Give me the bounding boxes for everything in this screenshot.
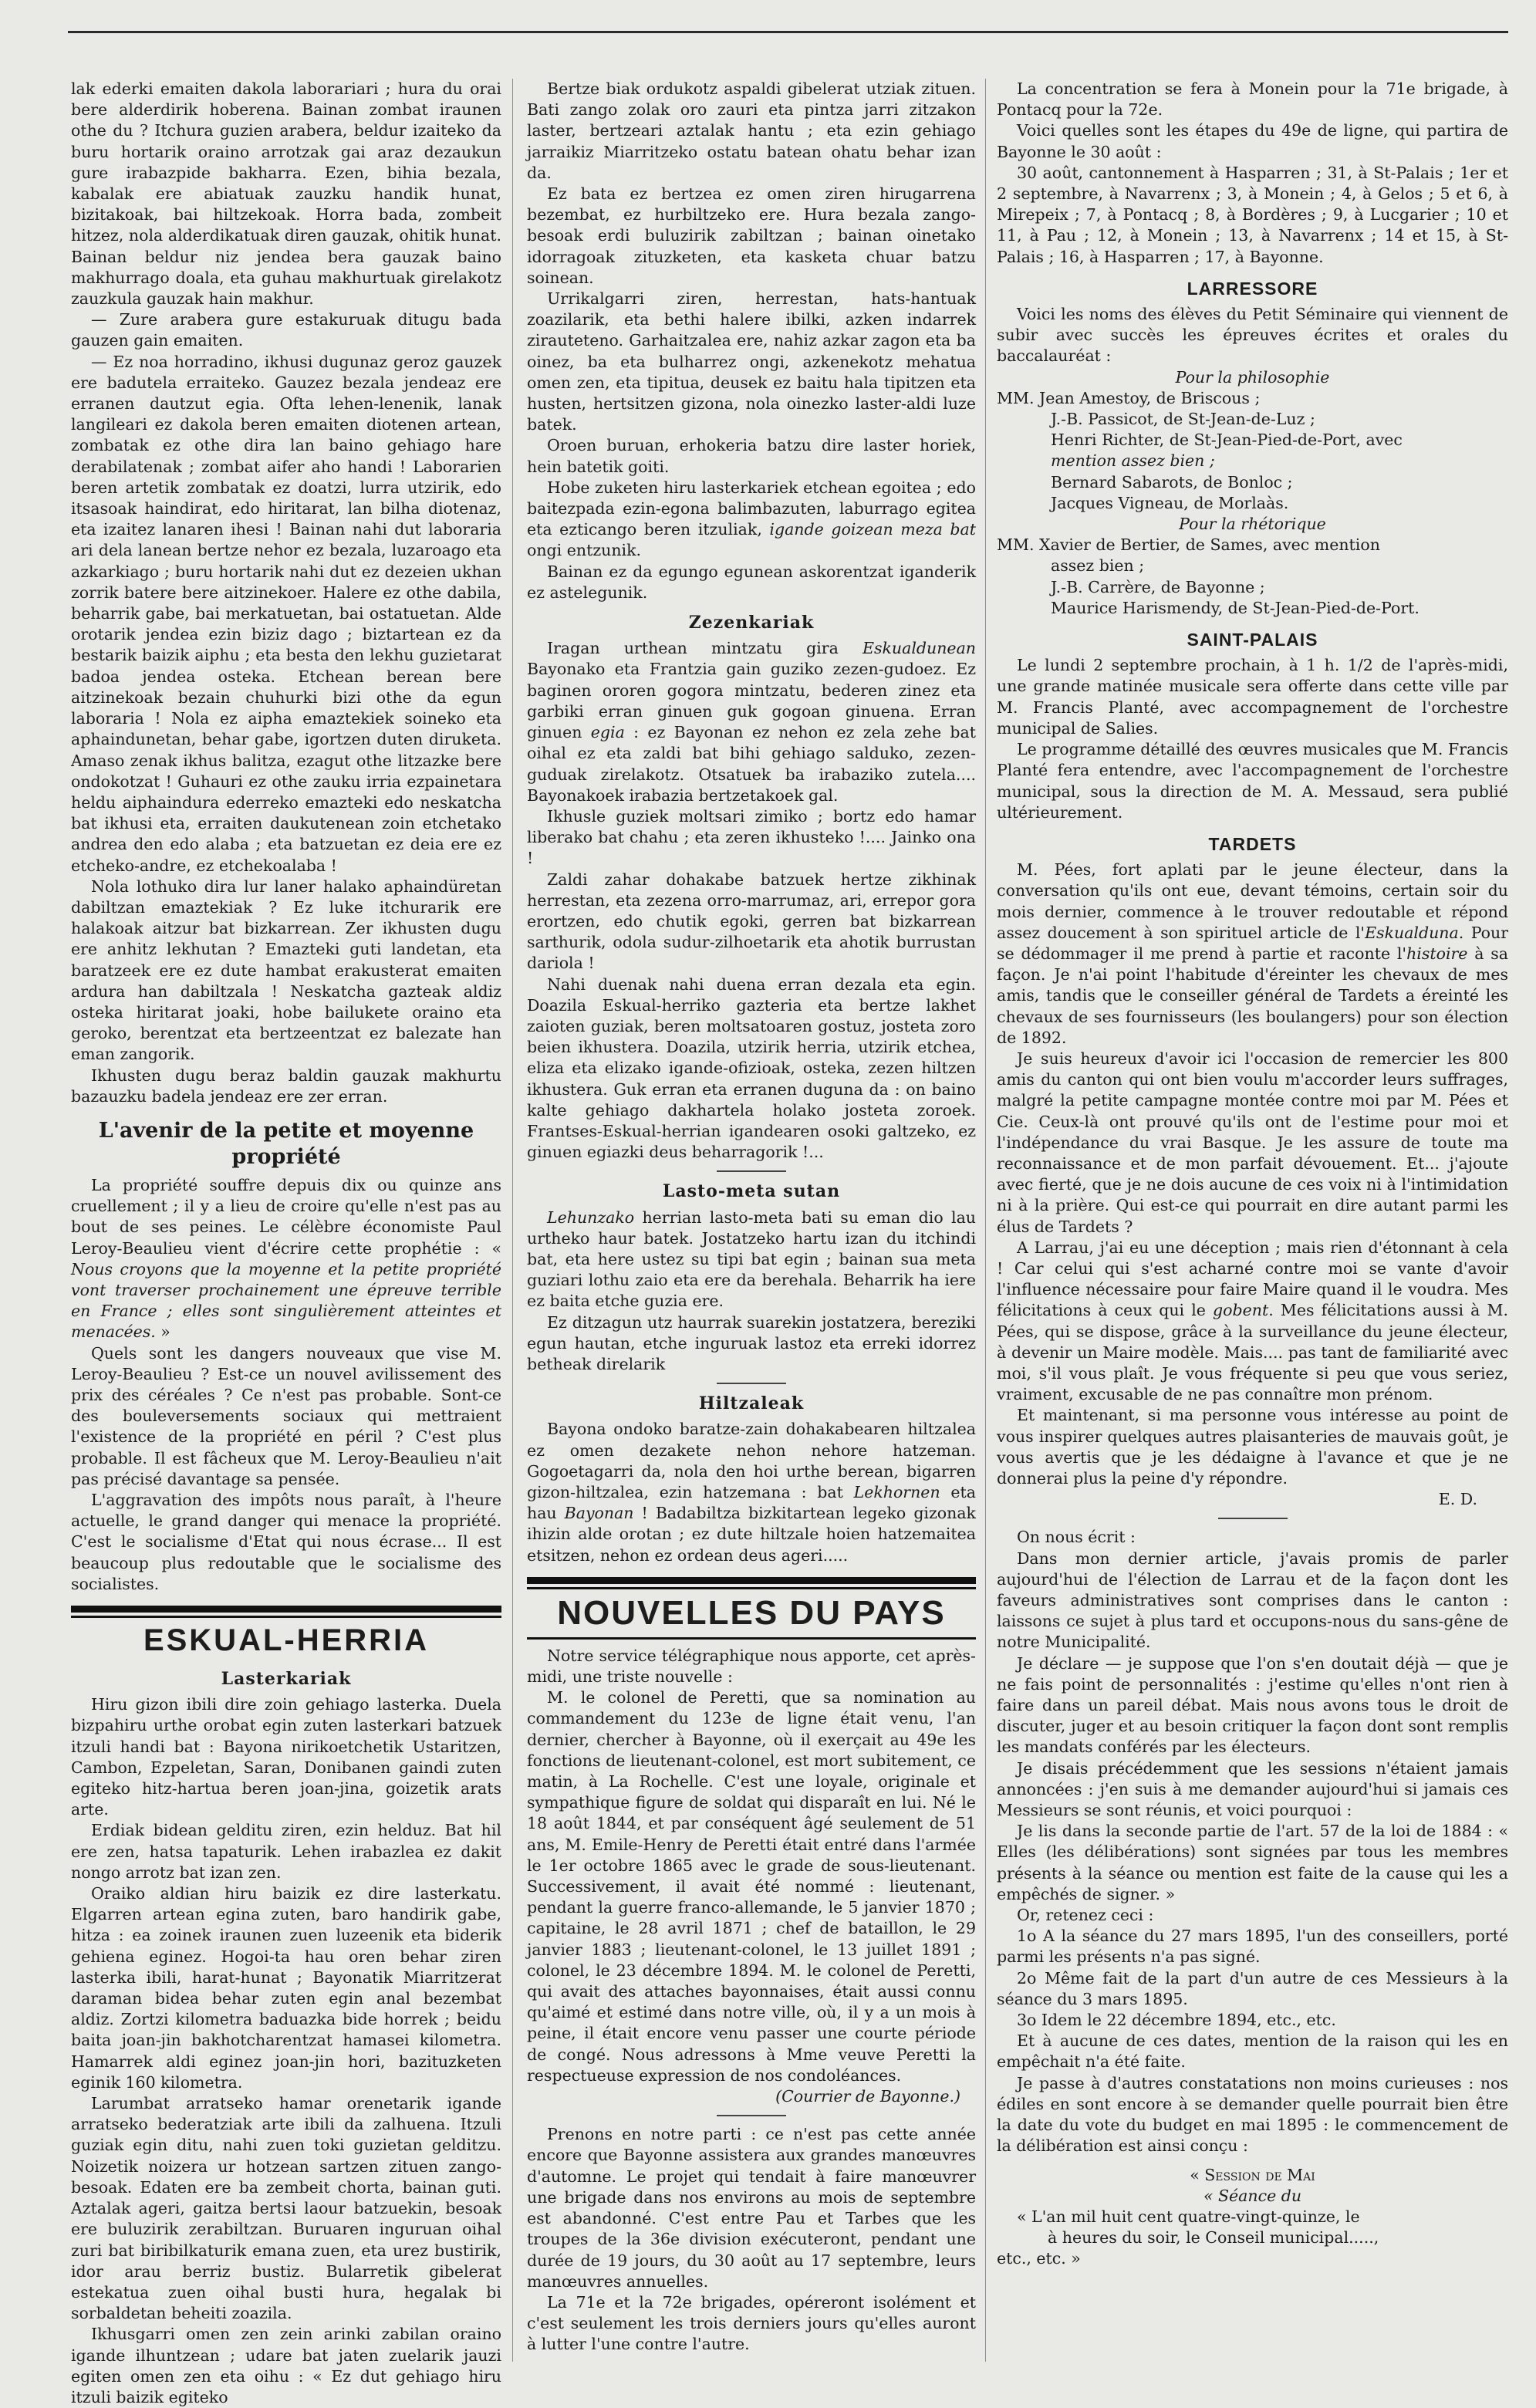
- paragraph: Prenons en notre parti : ce n'est pas cette année encore que Bayonne assistera aux grandes manœuvres d'automne. Le projet qui tendait à faire manœuvrer une brigade dans nos environs au mois de septembre est abandonné. C'est entre Pau et Tarbes que les troupes de la 36e division exécuteront, pendant une durée de 19 jours, du 30 août au 17 septembre, leurs manœuvres annuelles.: [527, 2125, 976, 2291]
- column-1: [71, 79, 501, 2406]
- paragraph: 3o Idem le 22 décembre 1894, etc., etc.: [1017, 2011, 1336, 2030]
- paragraph: Nola lothuko dira lur laner halako aphaindüretan dabiltzan emaztekiak ? Ez luke itchurarik ere halakoak aitzur bat bizkarrean. Zer ikhusten dugu ere anhitz lekhutan ? Emazteki guti landetan, eta baratzeek ere ez dute hambat erakusterat emaiten ardura han dabiltzala ! Neskatcha gazteak aldiz osteka hiritarat joaki, hobe bailukete oraino eta geroko, berentzat eta bertzeentzat ez balezate han eman zangorik.: [71, 876, 501, 1064]
- sub-heading: Pour la rhétorique: [1179, 515, 1326, 534]
- paragraph: Ikhusle guziek moltsari zimiko ; bortz edo hamar liberako bat chahu ; eta zeren ikhusteko !.... Jainko ona !: [527, 806, 976, 868]
- article-title: Hiltzaleak: [698, 1393, 805, 1414]
- town-heading: SAINT-PALAIS: [1187, 630, 1318, 650]
- paragraph: Le programme détaillé des œuvres musicales que M. Francis Planté fera entendre, avec l'accompagnement de l'orchestre municipal, sous la direction de M. A. Messaud, sera publié ultérieurement.: [997, 740, 1508, 822]
- town-heading: LARRESSORE: [1187, 278, 1318, 299]
- paragraph: Nahi duenak nahi duena erran dezala eta egin. Doazila Eskual-herriko gazteria eta bertze lakhet zaioten guziak, beren moltsatoaren gostuz, josteta zoro beien ikhustera. Doazila, utzirik herria, utzirik etchea, eliza eta elizako igande-ofizioak, osteka, zezen hiltzen ikhustera. Guk erran eta erranen duguna da : on baino kalte gehiago dakhartela holako josteta zoroek. Frantses-Eskual-herrian igandearen osoki galtzeko, ez ginuen egiazki deus beharragorik !...: [527, 974, 976, 1162]
- paragraph: Erdiak bidean gelditu ziren, ezin helduz. Bat hil ere zen, hatsa tapaturik. Lehen irabazlea ez dakit nongo arrotz bat izan zen.: [71, 1821, 501, 1882]
- paragraph: — Ez noa horradino, ikhusi dugunaz geroz gauzek ere badutela erraiteko. Gauzez bezala jendeaz ere erranen dautzut egia. Ofta lehen-lenenik, lanak langileari ez dakola beren emaiten diotenen artean, zombatak ez othe dira lan baino gehiago hare derabilatenak ; zombat aifer aho handi ! Laborarien beren artetik zombatak ez doatzi, lurra utzirik, edo itsasoak haindirat, edo hiritarat, lan bilha diotenaz, eta izaitez lanaren ihesi ! Bainan nahi dut laboraria ari dela lanean bertze nehor ez bezala, luzaroago eta azkarkiago ; buru hortarik nahi dut ez dezeien ukhan zorrik batere bere aitzinekoer. Halere ez othe dabila, beharrik gabe, bai merkatuetan, bai ostatuetan. Alde orotarik jendea ezin biziz dago ; biztartean ez da bestarik baizik aiphu ; eta besta den lekhu guzietarat badoa jendea osteka. Etchean berean bere aitzinekoak bezain chuhurki bizi othe da egun laboraria ! Nola ez aipha emaztekiek soineko eta aphaindunetan, behar gabe, igortzen duten diruketa. Amaso zenak ikhus balitza, ezagut othe litzazke bere ondokotzat ! Guhauri ez othe zauku irria ezpainetara heldu aiphaindura ederreko emazteki edo neskatcha bat ikhusi eta, erraiten daukutenean zoin etchetako andrea den edo alaba ; eta batzuetan ez deia ere ez etcheko-andre, ez etchekoalaba !: [71, 352, 501, 875]
- top-rule: [68, 31, 1508, 33]
- signature: E. D.: [1438, 1490, 1477, 1509]
- paragraph: Oraiko aldian hiru baizik ez dire lasterkatu. Elgarren artean egina zuten, baro handirik gabe, hitza : ea zoinek iraunen zuen luzeenik eta biderik gehiena eginez. Hogoi-ta hau oren behar ziren lasterka ibili, harat-hunat ; Bayonatik Miarritzerat daraman bidea behar zuten egin anal bezembat aldiz. Zortzi kilometra baduazka bide horrek ; beidu baita joan-jin bakhotcharentzat hamasei kilometra. Hamarrek aldi eginez joan-jin hori, bazituzketen eginik 160 kilometra.: [71, 1884, 501, 2092]
- paragraph: Je suis heureux d'avoir ici l'occasion de remercier les 800 amis du canton qui ont bien voulu m'accorder leurs suffrages, malgré la petite campagne montée contre moi par M. Pées et Cie. Ceux-là ont prouvé qu'ils ont de l'estime pour moi et l'indépendance du vrai Basque. Je les assure de toute ma reconnaissance et de mon parfait dévouement. Et... j'ajoute avec fierté, que je ne dois aucune de ces voix ni à l'intimidation ni à la prière. Qui est-ce qui pourrait en dire autant parmi les élus de Tardets ?: [997, 1049, 1508, 1236]
- list-item: Henri Richter, de St-Jean-Pied-de-Port, avec: [1051, 431, 1403, 450]
- separator: [717, 2115, 786, 2116]
- list-item: mention assez bien ;: [1051, 451, 1215, 471]
- paragraph: La propriété souffre depuis dix ou quinze ans cruellement ; il y a lieu de croire qu'elle n'est pas au bout de ses peines. Le célèbre économiste Paul Leroy-Beaulieu vient d'écrire cette prophétie : « Nous croyons que la moyenne et la petite propriété vont traverser prochainement une épreuve terrible en France ; elles sont singulièrement atteintes et menacées. »: [71, 1175, 501, 1342]
- section-rule: [71, 1616, 501, 1618]
- paragraph: Le lundi 2 septembre prochain, à 1 h. 1/2 de l'après-midi, une grande matinée musicale sera offerte dans cette ville par M. Francis Planté, avec accompagnement de l'orchestre municipal de Salies.: [997, 656, 1508, 738]
- section-rule: [527, 1637, 976, 1640]
- paragraph: Zaldi zahar dohakabe batzuek hertze zikhinak herrestan, eta zezena orro-marrumaz, ari, errepor gora erortzen, edo chutik egoki, gerren bat bizkarrean sarthurik, odola sudur-zilhoetarik eta ahotik burrustan dariola !: [527, 870, 976, 973]
- article-title: L'avenir de la petite et moyenne propriété: [98, 1118, 474, 1169]
- paragraph: M. Pées, fort aplati par le jeune électeur, dans la conversation qu'ils ont eue, devant témoins, certain soir du mois dernier, commence à le trouver redoutable et répond assez doucement à son spirituel article de l'Eskualduna. Pour se dédommager il me prend à partie et raconte l'histoire à sa façon. Je n'ai point l'habitude d'éreinter les chevaux de mes amis, tandis que le conseiller général de Tardets a éreinté les chevaux de ses fournisseurs (les boulangers) pour son élection de 1892.: [997, 860, 1509, 1047]
- separator: [717, 1170, 786, 1172]
- paragraph: Hiru gizon ibili dire zoin gehiago lasterka. Duela bizpahiru urthe orobat egin zuten lasterkari batzuek itzuli handi bat : Bayona nirikoetchetik Ustaritzen, Cambon, Ezpeletan, Saran, Donibanen gaindi zuten egiteko hitz-hartua beren joan-jina, goizetik arats arte.: [71, 1695, 501, 1819]
- list-item: Maurice Harismendy, de St-Jean-Pied-de-Port.: [1051, 598, 1420, 617]
- paragraph: Ikhusten dugu beraz baldin gauzak makhurtu bazauzku badela jendeaz ere zer erran.: [71, 1066, 501, 1106]
- quote-line: « L'an mil huit cent quatre-vingt-quinze, le: [1017, 2207, 1360, 2226]
- sub-heading: Pour la philosophie: [1175, 367, 1330, 387]
- list-item: J.-B. Passicot, de St-Jean-de-Luz ;: [1051, 410, 1315, 429]
- paragraph: Ikhusgarri omen zen zein arinki zabilan oraino igande ilhuntzean ; udare bat jaten zuelarik jauzi egiten omen zen eta oihu : « Ez dut gehiago hiru itzuli baizik egiteko: [71, 2325, 501, 2406]
- paragraph: M. le colonel de Peretti, que sa nomination au commandement du 123e de ligne était venu, l'an dernier, chercher à Bayonne, où il exerçait au 49e les fonctions de lieutenant-colonel, est mort subitement, ce matin, à La Rochelle. C'est une loyale, originale et sympathique figure de soldat qui disparaît en lui. Né le 18 août 1844, et par conséquent âgé seulement de 51 ans, M. Emile-Henry de Peretti était entré dans l'armée le 1er octobre 1865 avec le grade de sous-lieutenant. Successivement, il avait été nommé : lieutenant, pendant la guerre franco-allemande, le 5 janvier 1870 ; capitaine, le 28 avril 1871 ; chef de bataillon, le 29 janvier 1883 ; lieutenant-colonel, le 13 juillet 1891 ; colonel, le 23 décembre 1894. M. le colonel de Peretti, qui avait des attaches bayonnaises, était aussi connu qu'aimé et estimé dans notre ville, où, il y a un mois à peine, il était encore venu passer une courte période de congé. Nous adressons à Mme veuve Peretti la respectueuse expression de nos condoléances.: [527, 1688, 976, 2085]
- paragraph: Oroen buruan, erhokeria batzu dire laster horiek, hein batetik goiti.: [527, 436, 976, 476]
- list-item: MM. Xavier de Bertier, de Sames, avec mention: [997, 535, 1380, 555]
- paragraph: Voici quelles sont les étapes du 49e de ligne, qui partira de Bayonne le 30 août :: [997, 121, 1508, 161]
- article-title: Lasto-meta sutan: [662, 1181, 841, 1202]
- paragraph: Bainan ez da egungo egunean askorentzat iganderik ez astelegunik.: [527, 562, 976, 602]
- quote-line: « Session de Mai: [1190, 2165, 1315, 2184]
- list-item: Jacques Vigneau, de Morlaàs.: [1051, 493, 1289, 512]
- paragraph: La concentration se fera à Monein pour la 71e brigade, à Pontacq pour la 72e.: [997, 79, 1508, 120]
- section-banner: ESKUAL-HERRIA: [143, 1623, 430, 1658]
- paragraph: 30 août, cantonnement à Hasparren ; 31, à St-Palais ; 1er et 2 septembre, à Navarrenx ; 3, à Monein ; 4, à Gelos ; 5 et 6, à Mirepeix ; 7, à Pontacq ; 8, à Bordères ; 9, à Lucgarier ; 10 et 11, à Pau ; 12, à Monein ; 13, à Navarrenx ; 14 et 15, à St-Palais ; 16, à Hasparren ; 17, à Bayonne.: [997, 163, 1508, 266]
- quote-line: « Séance du: [1203, 2186, 1302, 2205]
- paragraph: La 71e et la 72e brigades, opéreront isolément et c'est seulement les trois derniers jours qu'elles auront à lutter l'une contre l'autre.: [527, 2292, 976, 2354]
- column-3: [997, 79, 1508, 2369]
- quote-line: etc., etc. »: [997, 2249, 1081, 2268]
- paragraph: Ez bata ez bertzea ez omen ziren hirugarrena bezembat, ez hurbiltzeko ere. Hura bezala zango-besoak erdi buluzirik zabiltzan ; bainan oinetako idorragoak zituzketen, eta kasketa chuar batzu soinean.: [527, 184, 976, 287]
- source-credit: (Courrier de Bayonne.): [775, 2087, 960, 2106]
- list-item: MM. Jean Amestoy, de Briscous ;: [997, 388, 1261, 407]
- separator: [717, 1383, 786, 1384]
- paragraph: On nous écrit :: [1017, 1528, 1136, 1547]
- paragraph: Notre service télégraphique nous apporte, cet après-midi, une triste nouvelle :: [527, 1646, 976, 1687]
- paragraph: Quels sont les dangers nouveaux que vise M. Leroy-Beaulieu ? Est-ce un nouvel avilissement des prix des céréales ? Ce n'est pas probable. Sont-ce des bouleversements sociaux qui mettraient l'existence de la propriété en péril ? C'est plus probable. Il est fâcheux que M. Leroy-Beaulieu n'ait pas précisé davantage sa pensée.: [71, 1343, 501, 1488]
- paragraph: lak ederki emaiten dakola laborariari ; hura du orai bere alderdirik hoberena. Bainan zombat iraunen othe du ? Itchura guzien arabera, beldur izaiteko da buru hortarik oraino arrotzak gai araz dezaukun gure irabazpide bakharra. Ezen, bihia bezala, kabalak ere abiatuak zauzku handik hunat, bizitakoak, bai hiltzekoak. Horra bada, zombeit hitzez, nola alderdikatuak diren gauzak, ohitik hunat. Bainan beldur niz jendea bera gauzak baino makhurrago doala, eta guhau makhurtuak girelakotz zauzkula gauzak hain makhur.: [71, 79, 501, 309]
- paragraph: L'aggravation des impôts nous paraît, à l'heure actuelle, le grand danger qui menace la propriété. C'est le socialisme d'Etat qui nous écrase... Il est beaucoup plus redoutable que le socialisme des socialistes.: [71, 1491, 501, 1593]
- article-title: Lasterkariak: [221, 1669, 352, 1690]
- column-divider: [985, 79, 986, 2362]
- list-item: assez bien ;: [1051, 556, 1145, 576]
- paragraph: Voici les noms des élèves du Petit Séminaire qui viennent de subir avec succès les épreuves écrites et orales du baccalauréat :: [997, 305, 1508, 366]
- list-item: Bernard Sabarots, de Bonloc ;: [1051, 472, 1293, 491]
- paragraph: Je déclare — je suppose que l'on s'en doutait déjà — que je ne fais point de personnalités : j'estime qu'elles n'ont rien à faire dans un pareil débat. Mais nous avons tous le droit de discuter, juger et au besoin critiquer la façon dont sont remplis les mandats conférés par les électeurs.: [997, 1653, 1508, 1757]
- paragraph: Or, retenez ceci :: [1017, 1906, 1154, 1925]
- quote-line: à heures du soir, le Conseil municipal.....,: [1048, 2228, 1379, 2248]
- paragraph: Je disais précédemment que les sessions n'étaient jamais annoncées : j'en suis à me demander aujourd'hui si jamais ces Messieurs se sont réunis, et voici pourquoi :: [997, 1758, 1508, 1820]
- paragraph: 1o A la séance du 27 mars 1895, l'un des conseillers, porté parmi les présents n'a pas signé.: [997, 1927, 1508, 1967]
- paragraph: A Larrau, j'ai eu une déception ; mais rien d'étonnant à cela ! Car celui qui s'est acharné contre moi se vante d'avoir l'influence nécessaire pour faire Maire quand il le voudra. Mes félicitations à ceux qui le gobent. Mes félicitations aussi à M. Pées, qui se dispose, grâce à la surveillance du jeune électeur, à devenir un Maire modèle. Mais.... pas tant de familiarité avec moi, s'il vous plaît. Je vous fréquente si peu que vous seriez, vraiment, excusable de ne pas connaître mon prénom.: [997, 1238, 1508, 1404]
- column-divider: [512, 79, 513, 2362]
- paragraph: Hobe zuketen hiru lasterkariek etchean egoitea ; edo baitezpada ezin-egona balimbazuten, laburrago egitea eta ezticango beren itzuliak, igande goizean meza bat ongi entzunik.: [527, 478, 977, 560]
- paragraph: — Zure arabera gure estakuruak ditugu bada gauzen gain emaiten.: [71, 310, 501, 350]
- paragraph: Dans mon dernier article, j'avais promis de parler aujourd'hui de l'élection de Larrau et de la façon dont les faveurs administratives sont comprises dans le canton : laissons ce sujet à plus tard et occupons-nous du sans-gêne de notre Municipalité.: [997, 1548, 1508, 1652]
- paragraph: Larumbat arratseko hamar orenetarik igande arratseko bederatziak arte ibili da zalhuena. Itzuli guziak egin ditu, nahi zuen toki guzietan gelditzu. Noizetik noizera ur hotzean sartzen zituen zango-besoak. Edaten ere ba zembeit chorta, bainan guti. Aztalak ageri, gaitza bertsi laour batzuekin, besoak ere buluzirik zerabiltzan. Buruaren inguruan oihal zuri bat biribilkaturik emana zuen, eta urez bustirik, idor arau berriz bustiz. Bularretik gibelerat estekatua zuen oihal busti hura, hegalak bi sorbaldetan beheiti zoazila.: [71, 2094, 501, 2323]
- paragraph: Bayona ondoko baratze-zain dohakabearen hiltzalea ez omen dezakete nehon nehore hatzeman. Gogoetagarri da, nola den hoi urthe berean, bigarren gizon-hiltzalea, ezin hatzemana : bat Lekhornen eta hau Bayonan ! Badabiltza bizkitartean legeko gizonak ihizin alde orotan ; ez dute hiltzale hoien hatzemaitea etsitzen, nehon ez ordean deus ageri.....: [527, 1420, 977, 1565]
- paragraph: Lehunzako herrian lasto-meta bati su eman dio lau urtheko haur batek. Jostatzeko hartu izan du itchindi bat, eta here ustez su tipi bat egin ; bainan sua meta guziari lothu zaio eta ere da berehala. Beharrik ha iere ez baita etche guzia ere.: [527, 1207, 976, 1311]
- paragraph: Je lis dans la seconde partie de l'art. 57 de la loi de 1884 : « Elles (les délibérations) sont signées par tous les membres présents à la séance ou mention est faite de la cause qui les a empêchés de signer. »: [997, 1822, 1508, 1903]
- paragraph: Je passe à d'autres constatations non moins curieuses : nos édiles en sont encore à se demander quelle pourrait bien être la date du vote du budget en mai 1895 : le commencement de la délibération est ainsi conçu :: [997, 2073, 1508, 2156]
- separator: [1218, 1518, 1288, 1519]
- paragraph: Bertze biak ordukotz aspaldi gibelerat utziak zituen. Bati zango zolak oro zauri eta pintza jarri zitzakon laster, bertzeari aztalak hantu ; eta ezin gehiago jarraikiz Miarritzeko ostatu batean ohatu behar izan da.: [527, 79, 976, 182]
- column-2: [527, 79, 976, 2369]
- paragraph: 2o Même fait de la part d'un autre de ces Messieurs à la séance du 3 mars 1895.: [997, 1968, 1508, 2008]
- paragraph: Et à aucune de ces dates, mention de la raison qui les en empêchait n'a été faite.: [997, 2031, 1508, 2072]
- section-banner: NOUVELLES DU PAYS: [557, 1593, 946, 1632]
- paragraph: Et maintenant, si ma personne vous intéresse au point de vous inspirer quelques autres plaisanteries de mauvais goût, je vous avertis que je les dédaigne à l'avance et que je ne donnerai plus la peine d'y répondre.: [997, 1406, 1508, 1488]
- town-heading: TARDETS: [1208, 833, 1297, 854]
- paragraph: Iragan urthean mintzatu gira Eskualdunean Bayonako eta Frantzia gain guziko zezen-gudoez. Ez baginen ororen gogora mintzatu, bederen zinez eta garbiki erran ginuen guk gogoan ginuena. Erran ginuen egia : ez Bayonan ez nehon ez zela zehe bat oihal ez eta zaldi bat bihi gehiago salduko, zezen-guduak zirelakotz. Otsatuek ba irabaziko zutela.... Bayonakoek irabazia bertzetakoek gal.: [527, 639, 976, 805]
- section-rule: [71, 1606, 501, 1613]
- section-rule: [527, 1587, 976, 1589]
- paragraph: Urrikalgarri ziren, herrestan, hats-hantuak zoazilarik, eta bethi halere ibilki, azken indarrek zirauteteno. Garhaitzalea ere, nahiz azkar zagon eta ba oinez, ba eta bulharrez ongi, azkenekotz mehatua omen zen, eta tipitua, deusek ez baitu hala tipitzen eta husten, hertsitzen gizona, nola oinezko laster-aldi luze batek.: [527, 289, 976, 434]
- article-title: Zezenkariak: [688, 613, 815, 633]
- paragraph: Ez ditzagun utz haurrak suarekin jostatzera, bereziki egun hautan, etche inguruak lastoz eta erreki idorrez betheak direlarik: [527, 1312, 976, 1373]
- section-rule: [527, 1577, 976, 1584]
- list-item: J.-B. Carrère, de Bayonne ;: [1051, 577, 1265, 596]
